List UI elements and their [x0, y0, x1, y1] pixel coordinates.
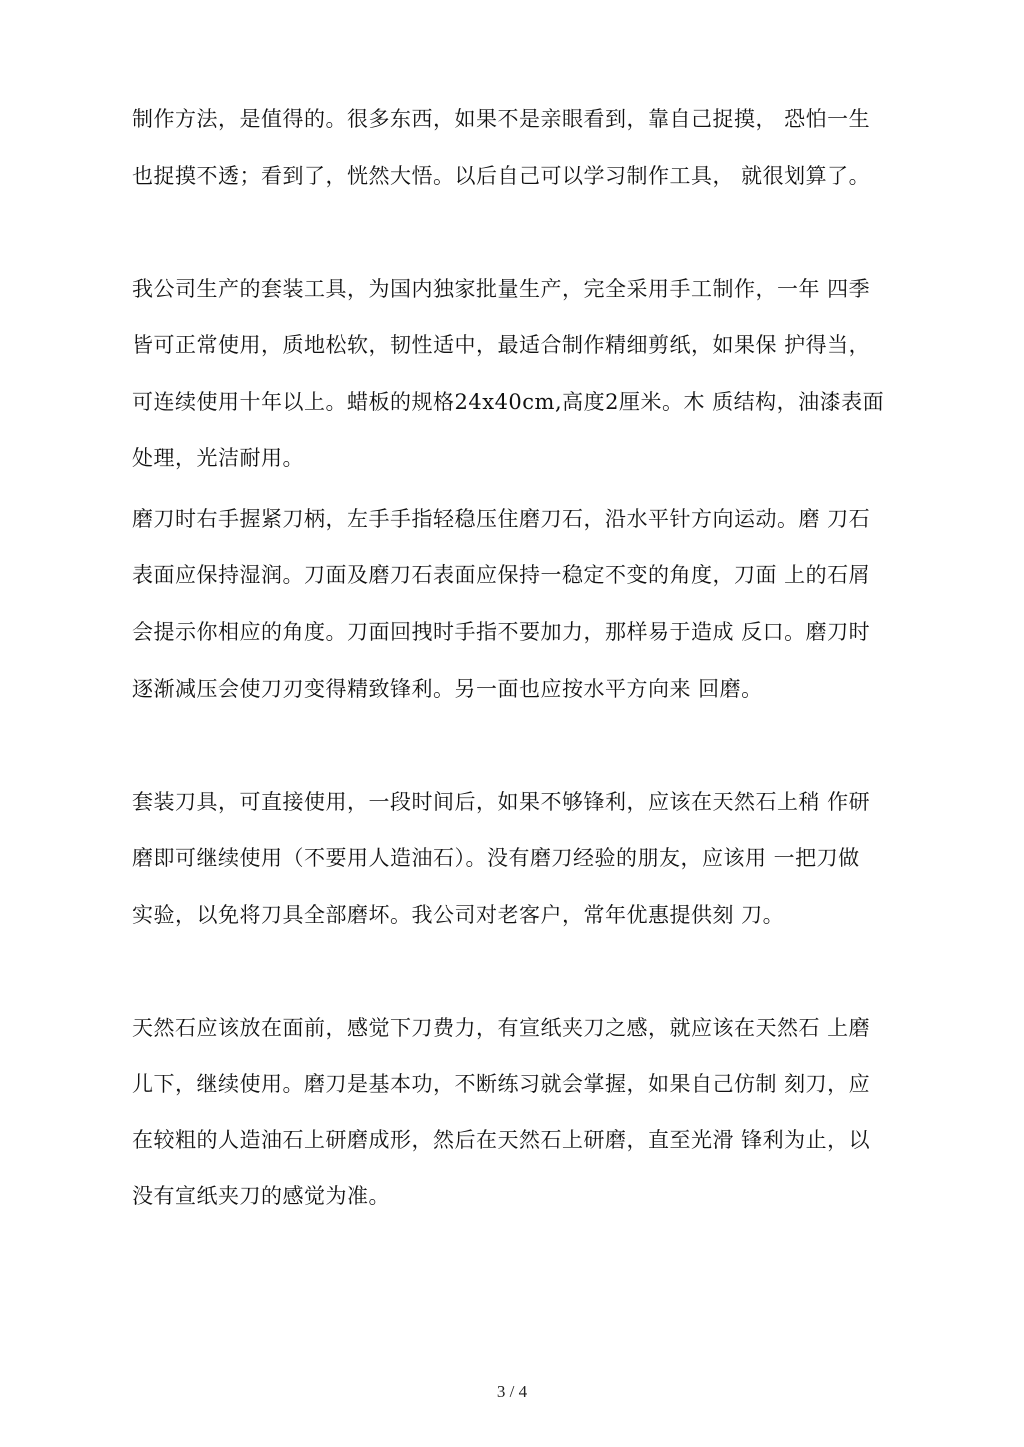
paragraph-1-line-1: 制作方法，是值得的。很多东西，如果不是亲眼看到，靠自己捉摸， 恐怕一生	[132, 107, 871, 131]
paragraph-3-line-1: 磨刀时右手握紧刀柄，左手手指轻稳压住磨刀石，沿水平针方向运动。磨 刀石	[132, 507, 871, 531]
paragraph-4-line-2: 磨即可继续使用（不要用人造油石）。没有磨刀经验的朋友，应该用 一把刀做	[132, 846, 860, 870]
paragraph-4-line-3: 实验，以免将刀具全部磨坏。我公司对老客户，常年优惠提供刻 刀。	[132, 903, 785, 927]
paragraph-2-line-2: 皆可正常使用，质地松软，韧性适中，最适合制作精细剪纸，如果保 护得当，	[132, 333, 871, 357]
paragraph-2-line-3: 可连续使用十年以上。蜡板的规格24x40cm,高度2厘米。木 质结构，油漆表面	[132, 390, 885, 414]
paragraph-5-line-3: 在较粗的人造油石上研磨成形，然后在天然石上研磨，直至光滑 锋利为止，以	[132, 1128, 871, 1152]
paragraph-3-line-4: 逐渐减压会使刀刃变得精致锋利。另一面也应按水平方向来 回磨。	[132, 677, 763, 701]
paragraph-4-line-1: 套装刀具，可直接使用，一段时间后，如果不够锋利，应该在天然石上稍 作研	[132, 790, 871, 814]
paragraph-5-line-4: 没有宣纸夹刀的感觉为准。	[132, 1184, 390, 1208]
paragraph-1-line-2: 也捉摸不透；看到了，恍然大悟。以后自己可以学习制作工具， 就很划算了。	[132, 164, 871, 188]
page-number: 3 / 4	[496, 1382, 528, 1401]
paragraph-3-line-2: 表面应保持湿润。刀面及磨刀石表面应保持一稳定不变的角度，刀面 上的石屑	[132, 563, 871, 587]
paragraph-2-line-4: 处理，光洁耐用。	[132, 446, 304, 470]
paragraph-5-line-1: 天然石应该放在面前，感觉下刀费力，有宣纸夹刀之感，就应该在天然石 上磨	[132, 1016, 871, 1040]
paragraph-2-line-1: 我公司生产的套装工具，为国内独家批量生产，完全采用手工制作，一年 四季	[132, 277, 871, 301]
paragraph-5-line-2: 儿下，继续使用。磨刀是基本功，不断练习就会掌握，如果自己仿制 刻刀，应	[132, 1072, 871, 1096]
paragraph-3-line-3: 会提示你相应的角度。刀面回拽时手指不要加力，那样易于造成 反口。磨刀时	[132, 620, 871, 644]
